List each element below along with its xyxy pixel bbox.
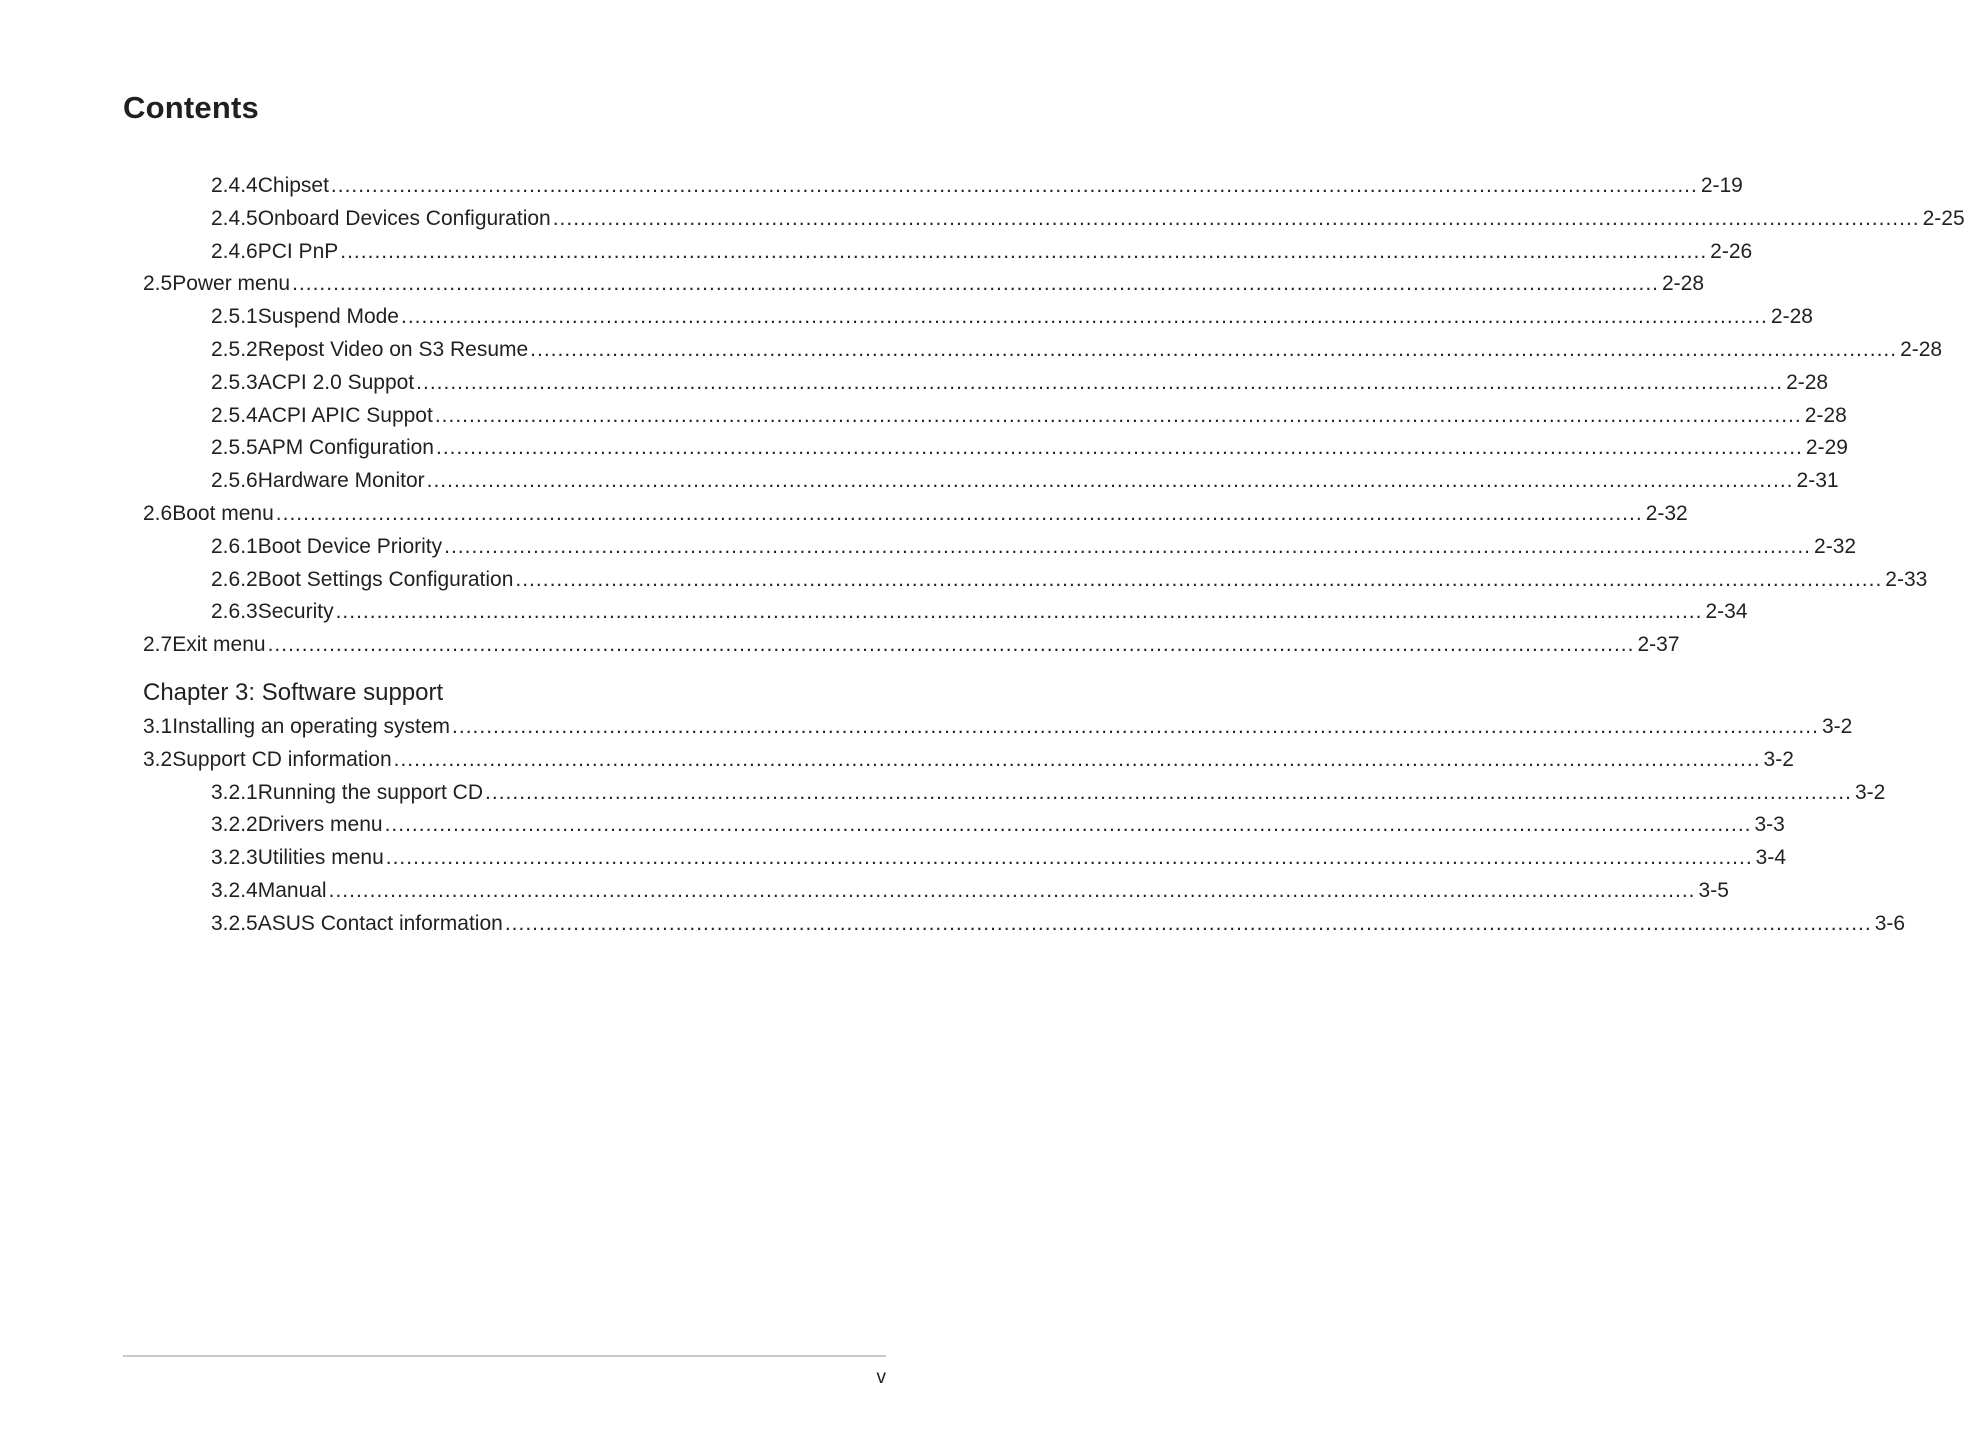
- toc-entry-number: 2.5.3: [211, 370, 258, 394]
- toc-entry[interactable]: [211, 597, 1748, 627]
- toc-entry[interactable]: [211, 171, 1743, 201]
- toc-entry-page: 2-32: [1814, 534, 1857, 558]
- page-title: Contents: [123, 90, 259, 125]
- toc-entry-number: 3.2.5: [211, 911, 258, 935]
- toc-entry-number: 2.6.1: [211, 534, 258, 558]
- toc-entry-page: 2-33: [1885, 567, 1928, 591]
- toc-entry-number: 2.5.2: [211, 338, 258, 361]
- toc-dot-leader: ........................................................................................................................................................................................................: [530, 338, 1898, 361]
- toc-entry-number: 3.2: [143, 747, 173, 771]
- toc-entry[interactable]: [211, 876, 1729, 906]
- toc-entry-page: 3-2: [1854, 780, 1886, 804]
- toc-entry-number: 2.6: [143, 502, 173, 525]
- toc-entry-page: 2-28: [1900, 338, 1943, 361]
- toc-entry-page: 3-3: [1754, 813, 1785, 837]
- toc-dot-leader: ........................................................................................................................................................................................................: [416, 370, 1784, 394]
- toc-entry-label: ASUS Contact information: [257, 911, 503, 935]
- toc-dot-leader: ........................................................................................................................................................................................................: [267, 633, 1635, 657]
- toc-dot-leader: ........................................................................................................................................................................................................: [328, 879, 1696, 902]
- toc-entry-page: 3-2: [1763, 747, 1794, 771]
- toc-dot-leader: ........................................................................................................................................................................................................: [504, 911, 1872, 935]
- toc-entry[interactable]: [211, 810, 1785, 840]
- toc-entry-page: 2-19: [1700, 174, 1743, 197]
- toc-entry-number: 2.6.3: [211, 600, 258, 624]
- toc-entry-number: 2.5.4: [211, 403, 258, 427]
- toc-entry-page: 2-31: [1796, 469, 1839, 493]
- toc-entry-label: APM Configuration: [257, 436, 434, 460]
- toc-dot-leader: ........................................................................................................................................................................................................: [330, 174, 1698, 197]
- toc-entry-page: 2-28: [1770, 305, 1813, 329]
- toc-entry-label: Boot Device Priority: [257, 534, 443, 558]
- toc-entry-number: 3.1: [143, 715, 173, 738]
- toc-entry-number: 2.4.4: [211, 174, 258, 197]
- toc-entry-number: 2.4.5: [211, 206, 258, 230]
- page-number: v: [876, 1367, 886, 1388]
- toc-entry-page: 2-28: [1804, 403, 1847, 427]
- toc-entry-number: 2.5.5: [211, 436, 258, 460]
- toc-entry-label: Boot Settings Configuration: [257, 567, 514, 591]
- toc-entry-page: 2-34: [1705, 600, 1748, 624]
- toc-entry[interactable]: [143, 745, 1794, 775]
- toc-entry[interactable]: [211, 843, 1787, 873]
- toc-entry-label: ACPI APIC Suppot: [257, 403, 433, 427]
- toc-entry-page: 2-25: [1922, 206, 1965, 230]
- toc-entry-label: Security: [257, 600, 334, 624]
- toc-entry-label: Running the support CD: [257, 780, 484, 804]
- toc-entry-label: Utilities menu: [257, 846, 384, 870]
- toc-dot-leader: ........................................................................................................................................................................................................: [485, 780, 1852, 804]
- toc-entry-page: 3-6: [1874, 911, 1906, 935]
- toc-entry-label: Repost Video on S3 Resume: [257, 338, 529, 361]
- toc-entry-number: 3.2.3: [211, 846, 258, 870]
- toc-entry-number: 2.5.6: [211, 469, 258, 493]
- toc-entry[interactable]: [211, 335, 1943, 365]
- toc-entry[interactable]: [211, 237, 1753, 267]
- toc-entry-label: PCI PnP: [257, 239, 339, 263]
- toc-entry[interactable]: [211, 778, 1886, 808]
- toc-dot-leader: ........................................................................................................................................................................................................: [385, 846, 1753, 870]
- toc-dot-leader: ........................................................................................................................................................................................................: [434, 403, 1802, 427]
- toc-dot-leader: ........................................................................................................................................................................................................: [452, 715, 1819, 738]
- toc-entry-label: Suspend Mode: [257, 305, 399, 329]
- toc-dot-leader: ........................................................................................................................................................................................................: [444, 534, 1812, 558]
- chapter-heading: Chapter 3: Software support: [143, 679, 444, 706]
- toc-entry[interactable]: [211, 909, 1906, 939]
- toc-entry-number: 3.2.4: [211, 879, 258, 902]
- toc-entry-label: Power menu: [172, 272, 291, 296]
- toc-entry[interactable]: [211, 466, 1839, 496]
- toc-entry-label: Onboard Devices Configuration: [257, 206, 551, 230]
- toc-dot-leader: ........................................................................................................................................................................................................: [401, 305, 1768, 329]
- toc-entry[interactable]: [211, 433, 1848, 463]
- toc-entry-number: 2.7: [143, 633, 173, 657]
- toc-entry[interactable]: [211, 204, 1965, 234]
- toc-entry[interactable]: [143, 630, 1680, 660]
- toc-dot-leader: ........................................................................................................................................................................................................: [384, 813, 1752, 837]
- toc-dot-leader: ........................................................................................................................................................................................................: [426, 469, 1794, 493]
- toc-entry-number: 3.2.1: [211, 780, 258, 804]
- toc-entry[interactable]: [143, 499, 1688, 529]
- toc-entry[interactable]: [211, 302, 1813, 332]
- toc-entry[interactable]: [143, 712, 1853, 742]
- toc-entry-page: 2-37: [1637, 633, 1680, 657]
- toc-entry[interactable]: [211, 401, 1847, 431]
- toc-entry-number: 2.4.6: [211, 239, 258, 263]
- toc-entry-page: 2-28: [1662, 272, 1705, 296]
- toc-dot-leader: ........................................................................................................................................................................................................: [435, 436, 1803, 460]
- toc-entry-label: Exit menu: [172, 633, 266, 657]
- toc-entry-number: 2.6.2: [211, 567, 258, 591]
- toc-entry-number: 2.5.1: [211, 305, 258, 329]
- toc-dot-leader: ........................................................................................................................................................................................................: [393, 747, 1761, 771]
- toc-dot-leader: ........................................................................................................................................................................................................: [292, 272, 1659, 296]
- toc-dot-leader: ........................................................................................................................................................................................................: [340, 239, 1708, 263]
- toc-entry-page: 2-26: [1710, 239, 1753, 263]
- toc-entry-page: 2-32: [1645, 502, 1688, 525]
- toc-dot-leader: ........................................................................................................................................................................................................: [275, 502, 1643, 525]
- toc-entry-number: 2.5: [143, 272, 173, 296]
- toc-entry-page: 3-5: [1698, 879, 1729, 902]
- toc-entry-label: Installing an operating system: [172, 715, 451, 738]
- toc-entry-label: Manual: [257, 879, 327, 902]
- toc-entry[interactable]: [211, 565, 1928, 595]
- toc-entry-page: 3-4: [1755, 846, 1787, 870]
- toc-entry-page: 2-28: [1786, 370, 1829, 394]
- toc-entry-number: 3.2.2: [211, 813, 258, 837]
- toc-entry-page: 2-29: [1805, 436, 1848, 460]
- toc-entry[interactable]: [143, 269, 1705, 299]
- toc-dot-leader: ........................................................................................................................................................................................................: [552, 206, 1920, 230]
- footer-divider: [123, 1355, 886, 1357]
- toc-dot-leader: ........................................................................................................................................................................................................: [335, 600, 1703, 624]
- toc-entry-label: Drivers menu: [257, 813, 383, 837]
- toc-entry-label: ACPI 2.0 Suppot: [257, 370, 415, 394]
- toc-entry-page: 3-2: [1821, 715, 1853, 738]
- toc-entry[interactable]: [211, 368, 1829, 398]
- toc-entry-label: Boot menu: [172, 502, 274, 525]
- toc-dot-leader: ........................................................................................................................................................................................................: [515, 567, 1883, 591]
- toc-entry[interactable]: [211, 532, 1857, 562]
- toc-entry-label: Hardware Monitor: [257, 469, 425, 493]
- toc-entry-label: Support CD information: [172, 747, 392, 771]
- toc-entry-label: Chipset: [257, 174, 329, 197]
